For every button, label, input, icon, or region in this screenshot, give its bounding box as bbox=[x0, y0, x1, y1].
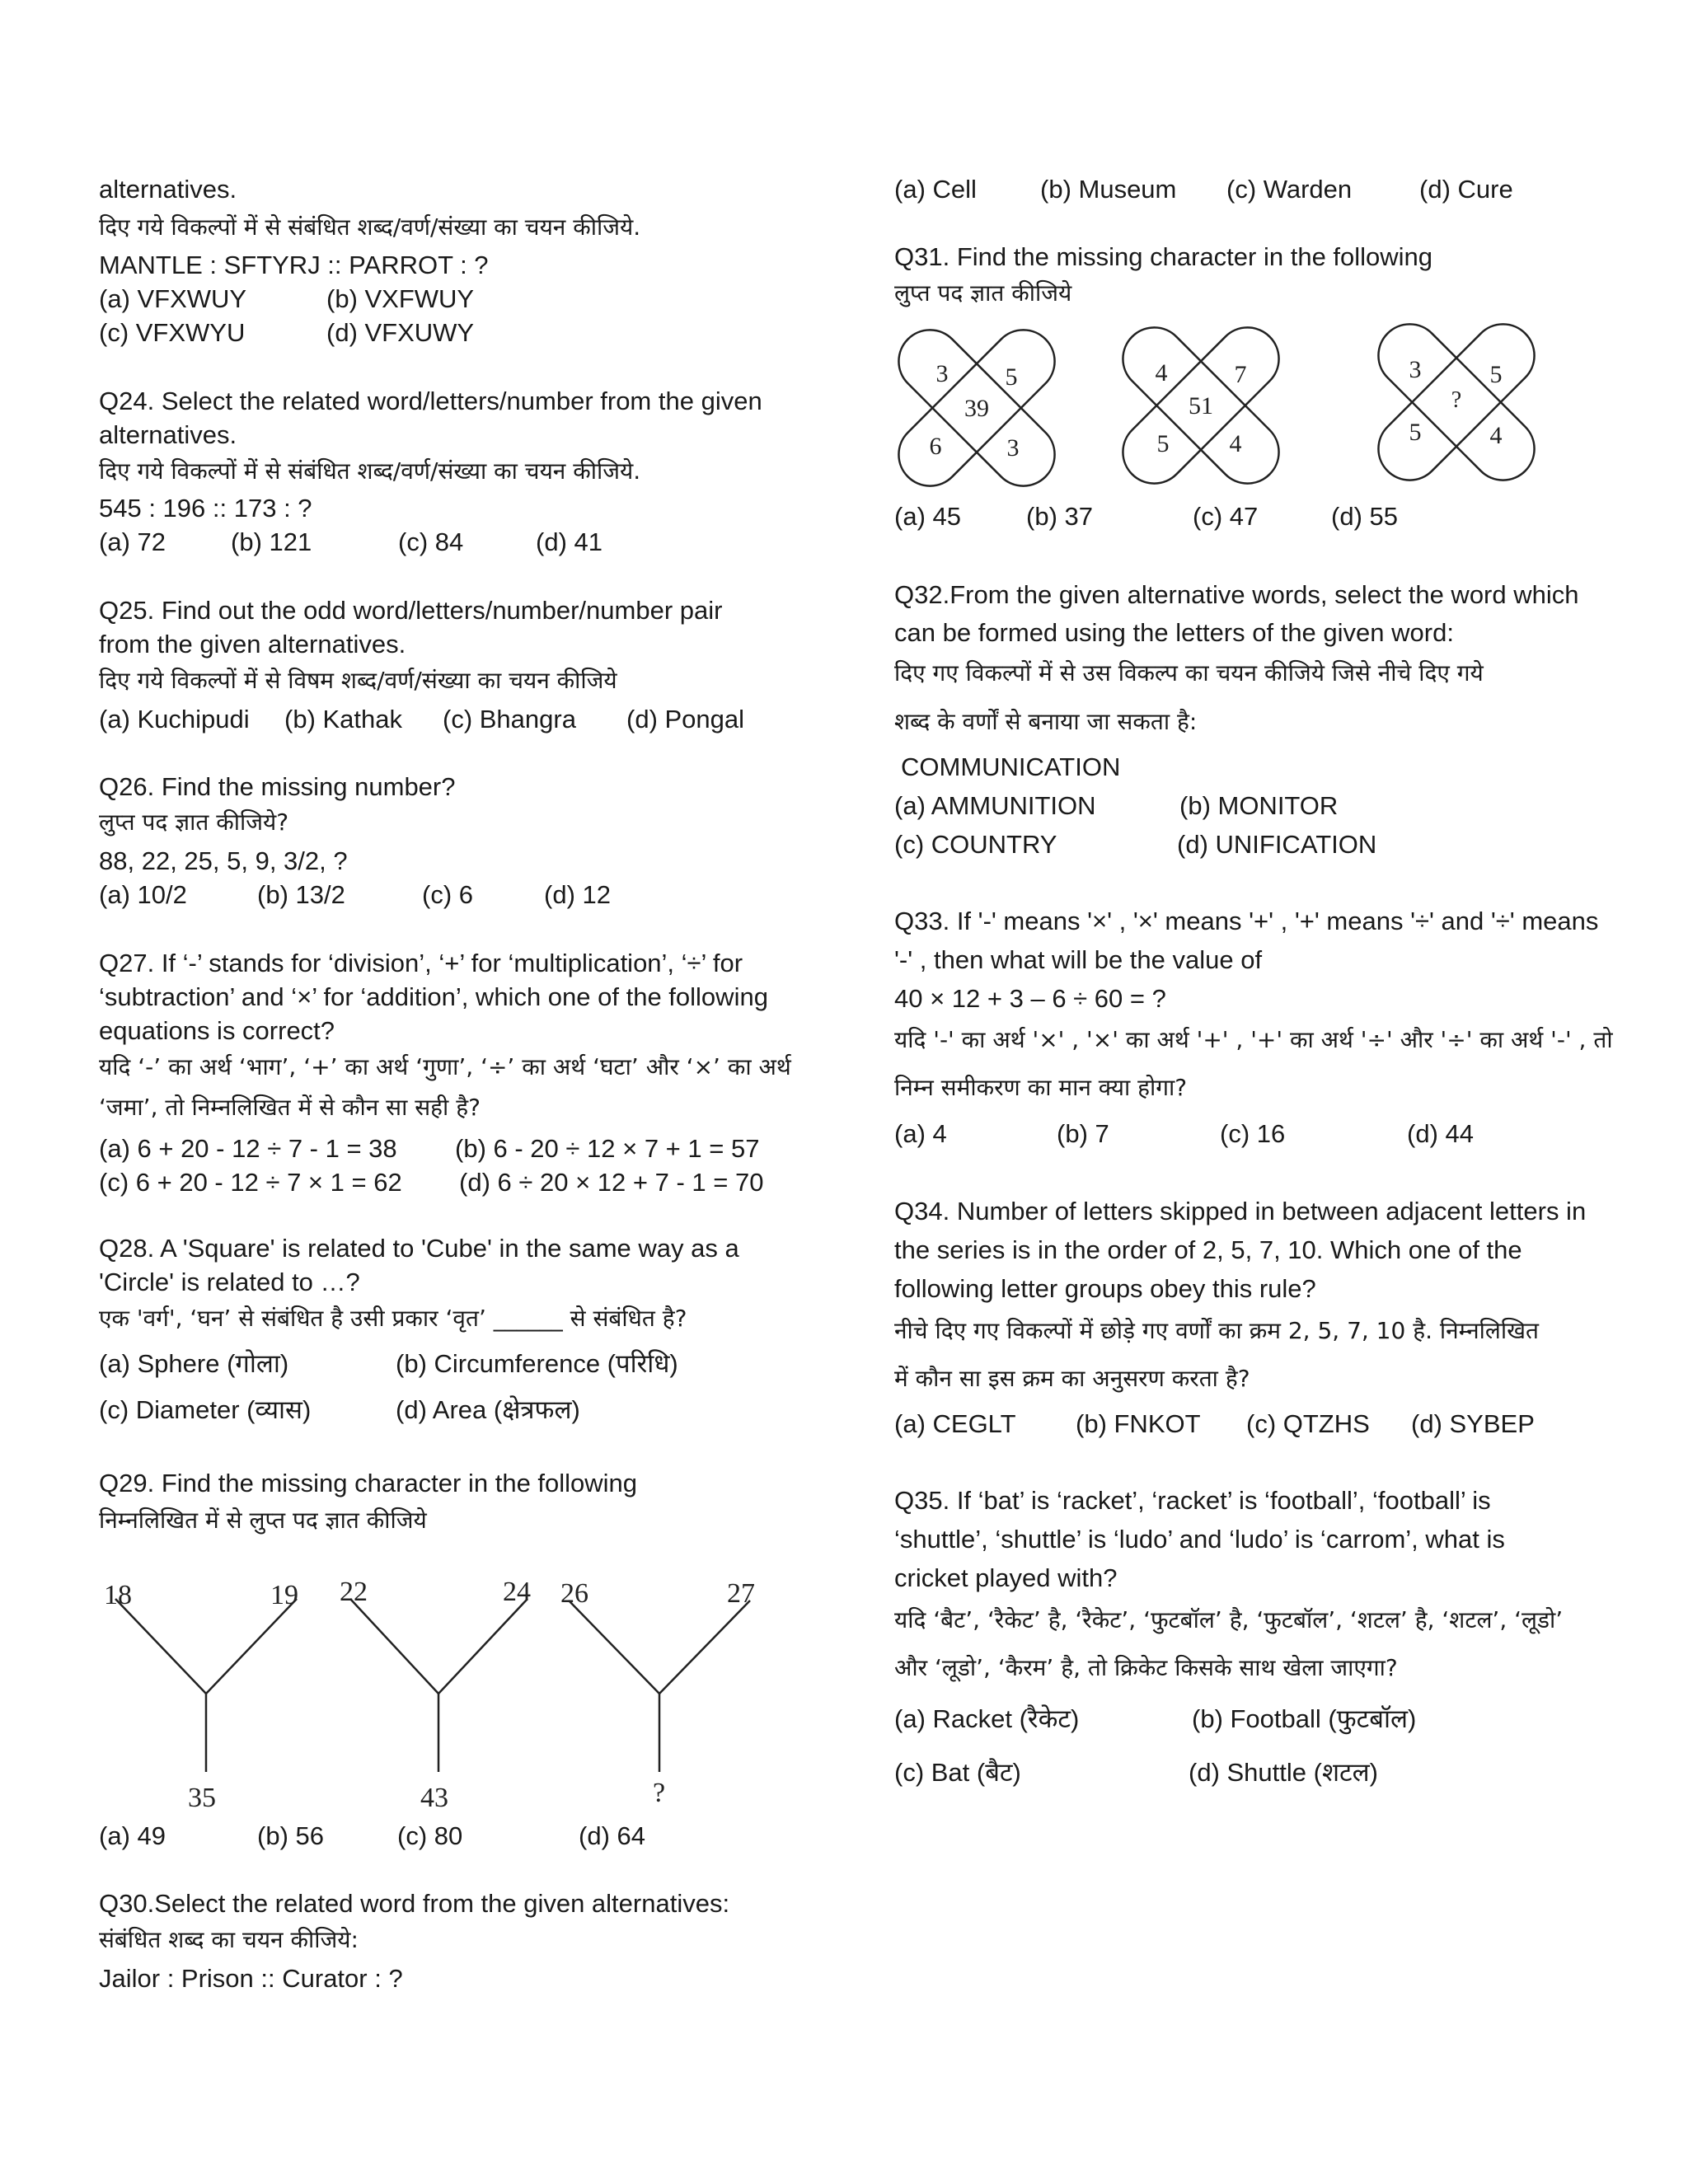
q28-title-cont: 'Circle' is related to …? bbox=[99, 1268, 360, 1296]
q33-hindi: यदि '-' का अर्थ '×' , '×' का अर्थ '+' , '+' का अर्थ '÷' और '÷' का अर्थ '-' , तो bbox=[894, 1026, 1613, 1053]
q31-title: Q31. Find the missing character in the following bbox=[894, 242, 1433, 271]
q35-hindi: यदि ‘बैट’, ‘रैकेट’ है, ‘रैकेट’, ‘फुटबॉल’ है, ‘फुटबॉल’, ‘शटल’ है, ‘शटल’, ‘लूडो’ bbox=[894, 1606, 1564, 1633]
q33-option-b: (b) 7 bbox=[1057, 1119, 1109, 1148]
q32-option-a: (a) AMMUNITION bbox=[894, 791, 1096, 820]
q31-fig3-top-right: 5 bbox=[1489, 361, 1503, 388]
q33-title-cont: '-' , then what will be the value of bbox=[894, 945, 1263, 974]
q23-hindi: दिए गये विकल्पों में से संबंधित शब्द/वर्ण/संख्या का चयन कीजिये. bbox=[99, 213, 641, 241]
left-column bbox=[99, 0, 841, 2184]
q35-hindi-cont: और ‘लूडो’, ‘कैरम’ है, तो क्रिकेट किसके साथ खेला जाएगा? bbox=[894, 1654, 1398, 1681]
q28-option-d: (d) Area (क्षेत्रफल) bbox=[396, 1395, 580, 1424]
q31-figure-2 bbox=[1110, 317, 1292, 494]
q31-fig3-top-left: 3 bbox=[1409, 356, 1422, 383]
q31-fig1-bottom-left: 6 bbox=[929, 433, 942, 460]
q31-fig1-top-left: 3 bbox=[935, 360, 949, 387]
q27-hindi: यदि ‘-’ का अर्थ ‘भाग’, ‘+’ का अर्थ ‘गुणा’, ‘÷’ का अर्थ ‘घटा’ और ‘×’ का अर्थ bbox=[99, 1053, 791, 1080]
q33-title: Q33. If '-' means '×' , '×' means '+' , '+' means '÷' and '÷' means bbox=[894, 907, 1599, 935]
q26-series: 88, 22, 25, 5, 9, 3/2, ? bbox=[99, 846, 348, 875]
q23-continuation: alternatives. bbox=[99, 175, 237, 204]
q23-option-d: (d) VFXUWY bbox=[326, 318, 475, 347]
q25-title: Q25. Find out the odd word/letters/number/number pair bbox=[99, 596, 723, 625]
q29-figure-3 bbox=[560, 1578, 755, 1808]
q31-fig2-bottom-left: 5 bbox=[1156, 430, 1170, 457]
q34-option-a: (a) CEGLT bbox=[894, 1409, 1016, 1438]
q32-option-c: (c) COUNTRY bbox=[894, 830, 1057, 859]
q33-expression: 40 × 12 + 3 – 6 ÷ 60 = ? bbox=[894, 984, 1166, 1013]
q29-fig2-bottom: 43 bbox=[420, 1783, 448, 1813]
q31-hindi: लुप्त पद ज्ञात कीजिये bbox=[894, 279, 1072, 307]
q31-fig3-center: ? bbox=[1451, 387, 1462, 413]
q27-title-cont: ‘subtraction’ and ‘×’ for ‘addition’, which one of the following bbox=[99, 982, 768, 1011]
q29-fig1-right: 19 bbox=[270, 1580, 298, 1610]
q29-option-a: (a) 49 bbox=[99, 1821, 166, 1850]
q34-option-c: (c) QTZHS bbox=[1246, 1409, 1370, 1438]
q31-fig1-top-right: 5 bbox=[1005, 363, 1018, 391]
q29-fig1-left: 18 bbox=[104, 1580, 132, 1610]
q34-hindi: नीचे दिए गए विकल्पों में छोड़े गए वर्णों का क्रम 2, 5, 7, 10 है. निम्नलिखित bbox=[894, 1317, 1540, 1344]
q32-hindi-cont: शब्द के वर्णों से बनाया जा सकता है: bbox=[894, 708, 1198, 735]
q26-option-a: (a) 10/2 bbox=[99, 880, 187, 909]
q31-option-d: (d) 55 bbox=[1331, 502, 1398, 531]
q30-title: Q30.Select the related word from the given alternatives: bbox=[99, 1889, 730, 1918]
q32-option-d: (d) UNIFICATION bbox=[1177, 830, 1377, 859]
q28-title: Q28. A 'Square' is related to 'Cube' in the same way as a bbox=[99, 1234, 739, 1263]
q31-fig3-bottom-right: 4 bbox=[1489, 422, 1503, 449]
q25-hindi: दिए गये विकल्पों में से विषम शब्द/वर्ण/संख्या का चयन कीजिये bbox=[99, 667, 617, 694]
q31-option-c: (c) 47 bbox=[1193, 502, 1259, 531]
q26-option-c: (c) 6 bbox=[422, 880, 473, 909]
q33-option-a: (a) 4 bbox=[894, 1119, 947, 1148]
q29-fig3-right: 27 bbox=[727, 1578, 755, 1609]
q31-fig2-top-right: 7 bbox=[1234, 361, 1247, 388]
q25-option-b: (b) Kathak bbox=[284, 705, 403, 733]
q33-option-c: (c) 16 bbox=[1220, 1119, 1286, 1148]
q35-title-cont: ‘shuttle’, ‘shuttle’ is ‘ludo’ and ‘ludo’ is ‘carrom’, what is bbox=[894, 1525, 1505, 1554]
q34-option-b: (b) FNKOT bbox=[1076, 1409, 1201, 1438]
q24-option-b: (b) 121 bbox=[231, 527, 312, 556]
q30-option-c: (c) Warden bbox=[1226, 175, 1353, 204]
q27-option-b: (b) 6 - 20 ÷ 12 × 7 + 1 = 57 bbox=[455, 1134, 760, 1163]
q34-option-d: (d) SYBEP bbox=[1411, 1409, 1535, 1438]
q27-title: Q27. If ‘-’ stands for ‘division’, ‘+’ for ‘multiplication’, ‘÷’ for bbox=[99, 949, 743, 977]
q31-figure-3 bbox=[1366, 317, 1548, 493]
q35-option-d: (d) Shuttle (शटल) bbox=[1189, 1758, 1378, 1787]
q29-figure-2 bbox=[340, 1577, 531, 1813]
q31-fig2-top-left: 4 bbox=[1155, 359, 1168, 387]
q26-hindi: लुप्त पद ज्ञात कीजिये? bbox=[99, 808, 289, 836]
q25-option-c: (c) Bhangra bbox=[443, 705, 576, 733]
q24-title-cont: alternatives. bbox=[99, 420, 237, 449]
q32-option-b: (b) MONITOR bbox=[1179, 791, 1339, 820]
q23-option-b: (b) VXFWUY bbox=[326, 284, 475, 313]
q33-option-d: (d) 44 bbox=[1407, 1119, 1474, 1148]
q31-fig3-bottom-left: 5 bbox=[1409, 419, 1422, 446]
q23-option-a: (a) VFXWUY bbox=[99, 284, 247, 313]
q24-option-d: (d) 41 bbox=[536, 527, 603, 556]
q25-option-a: (a) Kuchipudi bbox=[99, 705, 250, 733]
q29-option-d: (d) 64 bbox=[579, 1821, 645, 1850]
q29-figure-1 bbox=[104, 1580, 298, 1813]
q35-option-c: (c) Bat (बैट) bbox=[894, 1758, 1021, 1787]
q25-option-d: (d) Pongal bbox=[626, 705, 745, 733]
q35-option-a: (a) Racket (रैकेट) bbox=[894, 1704, 1080, 1733]
q31-fig1-bottom-right: 3 bbox=[1006, 434, 1020, 462]
q28-option-c: (c) Diameter (व्यास) bbox=[99, 1395, 312, 1424]
q29-option-b: (b) 56 bbox=[257, 1821, 324, 1850]
q30-option-d: (d) Cure bbox=[1419, 175, 1513, 204]
q31-fig2-center: 51 bbox=[1189, 392, 1213, 419]
q27-title-cont2: equations is correct? bbox=[99, 1016, 335, 1045]
q31-fig1-center: 39 bbox=[964, 395, 989, 422]
q26-option-b: (b) 13/2 bbox=[257, 880, 345, 909]
q31-option-a: (a) 45 bbox=[894, 502, 961, 531]
q35-title: Q35. If ‘bat’ is ‘racket’, ‘racket’ is ‘football’, ‘football’ is bbox=[894, 1486, 1491, 1515]
q27-option-d: (d) 6 ÷ 20 × 12 + 7 - 1 = 70 bbox=[459, 1168, 764, 1197]
q26-title: Q26. Find the missing number? bbox=[99, 772, 456, 801]
q29-figure bbox=[99, 1566, 783, 1821]
q34-title: Q34. Number of letters skipped in between adjacent letters in bbox=[894, 1197, 1587, 1226]
q32-given-word: COMMUNICATION bbox=[901, 752, 1121, 781]
q31-figure-1 bbox=[894, 317, 1067, 494]
q30-option-b: (b) Museum bbox=[1040, 175, 1177, 204]
q32-hindi: दिए गए विकल्पों में से उस विकल्प का चयन कीजिये जिसे नीचे दिए गये bbox=[894, 659, 1484, 687]
q35-option-b: (b) Football (फुटबॉल) bbox=[1192, 1704, 1417, 1733]
q23-option-c: (c) VFXWYU bbox=[99, 318, 246, 347]
q28-option-b: (b) Circumference (परिधि) bbox=[396, 1349, 678, 1378]
right-column bbox=[894, 0, 1636, 2184]
q30-problem: Jailor : Prison :: Curator : ? bbox=[99, 1964, 403, 1993]
q29-fig3-left: 26 bbox=[560, 1578, 588, 1609]
q29-fig2-left: 22 bbox=[340, 1577, 368, 1607]
q29-option-c: (c) 80 bbox=[397, 1821, 463, 1850]
q31-figure bbox=[894, 317, 1554, 494]
q29-hindi: निम्नलिखित में से लुप्त पद ज्ञात कीजिये bbox=[99, 1507, 427, 1534]
q27-option-a: (a) 6 + 20 - 12 ÷ 7 - 1 = 38 bbox=[99, 1134, 397, 1163]
q35-title-cont2: cricket played with? bbox=[894, 1563, 1118, 1592]
q30-hindi: संबंधित शब्द का चयन कीजिये: bbox=[99, 1926, 359, 1953]
q34-hindi-cont: में कौन सा इस क्रम का अनुसरण करता है? bbox=[894, 1365, 1250, 1392]
q24-option-c: (c) 84 bbox=[398, 527, 464, 556]
q25-title-cont: from the given alternatives. bbox=[99, 630, 406, 658]
q24-problem: 545 : 196 :: 173 : ? bbox=[99, 494, 312, 523]
q31-fig2-bottom-right: 4 bbox=[1229, 430, 1242, 457]
q29-fig1-bottom: 35 bbox=[188, 1783, 216, 1813]
q30-option-a: (a) Cell bbox=[894, 175, 977, 204]
q33-hindi-cont: निम्न समीकरण का मान क्या होगा? bbox=[894, 1074, 1188, 1101]
q28-option-a: (a) Sphere (गोला) bbox=[99, 1349, 289, 1378]
q31-option-b: (b) 37 bbox=[1026, 502, 1093, 531]
q27-option-c: (c) 6 + 20 - 12 ÷ 7 × 1 = 62 bbox=[99, 1168, 402, 1197]
q32-title: Q32.From the given alternative words, select the word which bbox=[894, 580, 1579, 609]
q34-title-cont: the series is in the order of 2, 5, 7, 10. Which one of the bbox=[894, 1235, 1522, 1264]
q32-title-cont: can be formed using the letters of the given word: bbox=[894, 618, 1454, 647]
q29-fig3-bottom: ? bbox=[653, 1778, 666, 1808]
q28-hindi: एक 'वर्ग', ‘घन’ से संबंधित है उसी प्रकार ‘वृत’ ______ से संबंधित है? bbox=[99, 1305, 687, 1332]
q29-fig2-right: 24 bbox=[503, 1577, 531, 1607]
q26-option-d: (d) 12 bbox=[544, 880, 611, 909]
q24-title: Q24. Select the related word/letters/number from the given bbox=[99, 387, 762, 415]
q23-problem: MANTLE : SFTYRJ :: PARROT : ? bbox=[99, 251, 489, 279]
q29-title: Q29. Find the missing character in the following bbox=[99, 1469, 638, 1497]
q34-title-cont2: following letter groups obey this rule? bbox=[894, 1274, 1316, 1303]
q24-option-a: (a) 72 bbox=[99, 527, 166, 556]
q24-hindi: दिए गये विकल्पों में से संबंधित शब्द/वर्ण/संख्या का चयन कीजिये. bbox=[99, 457, 641, 485]
q27-hindi-cont: ‘जमा’, तो निम्नलिखित में से कौन सा सही है? bbox=[99, 1094, 481, 1121]
